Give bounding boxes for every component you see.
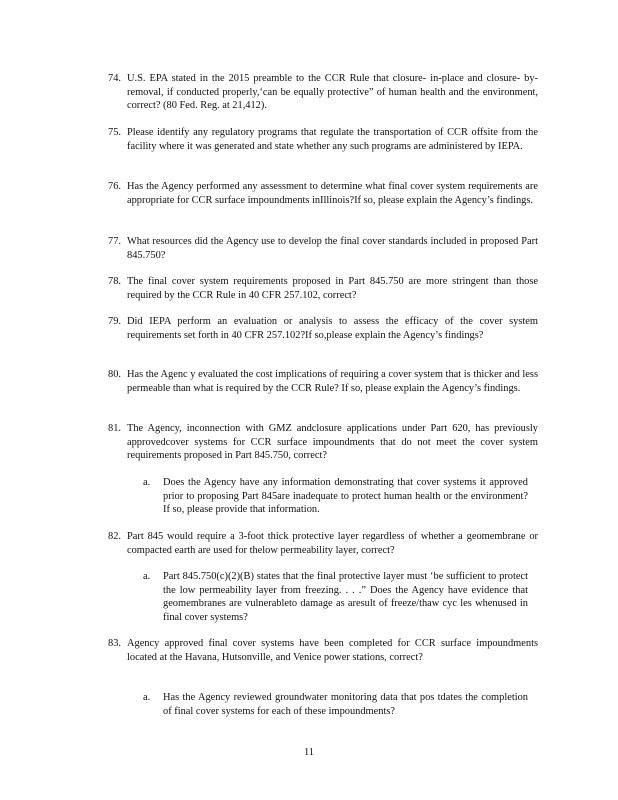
- subquestion-text: Does the Agency have any information demonstrating that cover systems it approved prior to proposing Part 845are inadequate to protect human health or the environment?If so, please provide that information.: [163, 477, 528, 516]
- question-82a: [143, 570, 528, 624]
- question-text: Has the Agenc y evaluated the cost implications of requiring a cover system that is thicker and less permeable than what is required by the CCR Rule? If so, please explain the Agency’s findings.: [127, 369, 538, 394]
- subquestion-letter: a.: [143, 571, 151, 582]
- question-text: The Agency, inconnection with GMZ andclosure applications under Part 620, has previously approvedcover systems for CCR surface impoundments that do not meet the cover system requirements proposed in Part 845.750, correct?: [127, 423, 538, 462]
- question-83a: [143, 691, 528, 718]
- question-79: [108, 315, 538, 342]
- question-text: Part 845 would require a 3-foot thick protective layer regardless of whether a geomembrane or compacted earth are used for thelow permeability layer, correct?: [127, 531, 538, 556]
- question-80: [108, 368, 538, 395]
- subquestion-text: Has the Agency reviewed groundwater monitoring data that pos tdates the completion of final cover systems for each of these impoundments?: [163, 692, 528, 717]
- question-number: 79.: [108, 316, 121, 327]
- question-number: 83.: [108, 638, 121, 649]
- question-number: 74.: [108, 73, 121, 84]
- question-text: The final cover system requirements proposed in Part 845.750 are more stringent than those required by the CCR Rule in 40 CFR 257.102, correct?: [127, 276, 538, 301]
- question-number: 81.: [108, 423, 121, 434]
- question-text: Agency approved final cover systems have been completed for CCR surface impoundments located at the Havana, Hutsonville, and Venice power stations, correct?: [127, 638, 538, 663]
- question-number: 77.: [108, 236, 121, 247]
- subquestion-text: Part 845.750(c)(2)(B) states that the final protective layer must ‘be sufficient to protect the low permeability layer from freezing. . . .” Does the Agency have evidence that geomembranes are vulnerableto damage as aresult of freeze/thaw cyc les whenused in final cover systems?: [163, 571, 528, 623]
- question-81: [108, 422, 538, 463]
- question-number: 80.: [108, 369, 121, 380]
- question-text: Did IEPA perform an evaluation or analysis to assess the efficacy of the cover system requirements set forth in 40 CFR 257.102?If so,please explain the Agency’s findings?: [127, 316, 538, 341]
- question-text: U.S. EPA stated in the 2015 preamble to the CCR Rule that closure- in-place and closure- by-removal, if conducted properly,‘can be equally protective” of human health and the environment, correct? (80 Fed. Reg. at 21,412).: [127, 73, 538, 112]
- question-75: [108, 126, 538, 153]
- question-74: [108, 72, 538, 113]
- question-76: [108, 180, 538, 207]
- question-number: 75.: [108, 127, 121, 138]
- question-text: Has the Agency performed any assessment to determine what final cover system requirements are appropriate for CCR surface impoundments inIllinois?If so, please explain the Agency’s findings.: [127, 181, 538, 206]
- question-83: [108, 637, 538, 664]
- question-number: 82.: [108, 531, 121, 542]
- question-81a: [143, 476, 528, 517]
- question-number: 78.: [108, 276, 121, 287]
- question-number: 76.: [108, 181, 121, 192]
- question-text: What resources did the Agency use to develop the final cover standards included in proposed Part 845.750?: [127, 236, 538, 261]
- question-82: [108, 530, 538, 557]
- subquestion-letter: a.: [143, 692, 151, 703]
- page-number: 11: [303, 747, 314, 758]
- question-78: [108, 275, 538, 302]
- question-text: Please identify any regulatory programs that regulate the transportation of CCR offsite from the facility where it was generated and state whether any such programs are administered by IEPA.: [127, 127, 538, 152]
- subquestion-letter: a.: [143, 477, 151, 488]
- question-77: [108, 235, 538, 262]
